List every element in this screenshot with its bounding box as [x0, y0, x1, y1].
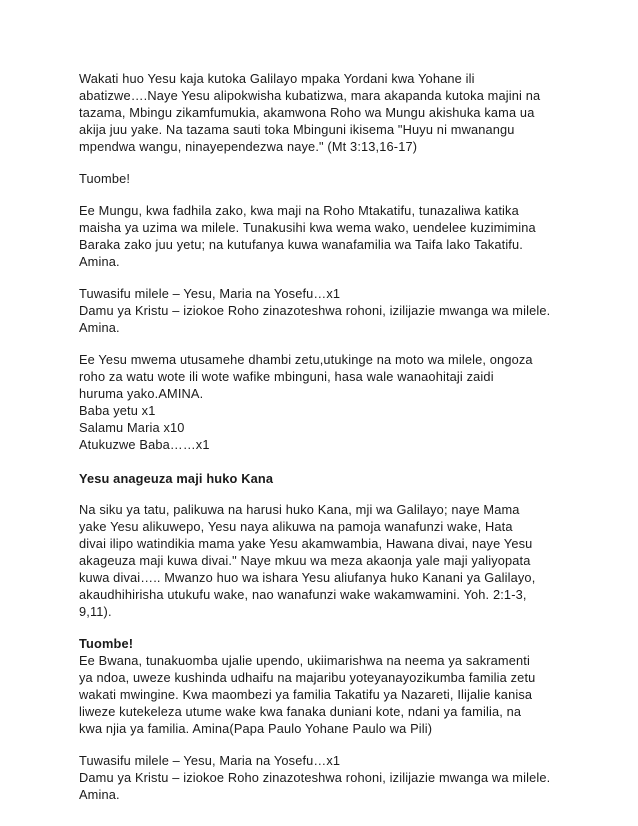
text-line: Tuombe!: [79, 171, 131, 186]
text-line: Atukuzwe Baba……x1: [79, 437, 210, 452]
text-line: Baba yetu x1: [79, 403, 156, 418]
text-line: wakati mwingine. Kwa maombezi ya familia Takatifu ya Nazareti, Ilijalie kanisa: [79, 687, 533, 702]
text-line: yake Yesu alikuwepo, Yesu naya alikuwa na pamoja wanafunzi wake, Hata: [79, 519, 513, 534]
text-line: Tuwasifu milele – Yesu, Maria na Yosefu…x1: [79, 753, 341, 768]
text-line: akija juu yake. Na tazama sauti toka Mbinguni ikisema "Huyu ni mwanangu: [79, 122, 515, 137]
document-page: [79, 70, 571, 818]
text-line: huruma yako.AMINA.: [79, 386, 204, 401]
text-line: divai ilipo watindikia mama yake Yesu akamwambia, Hawana divai, naye Yesu: [79, 536, 533, 551]
fatima-prayer-paragraph: [79, 351, 571, 453]
text-line: akaudhihirisha utukufu wake, nao wanafunzi wake wakamwamini. Yoh. 2:1-3,: [79, 587, 527, 602]
text-line: abatizwe….Naye Yesu alipokwisha kubatizwa, mara akapanda kutoka majini na: [79, 88, 541, 103]
text-line: Ee Yesu mwema utusamehe dhambi zetu,utukinge na moto wa milele, ongoza: [79, 352, 533, 367]
text-line: ya ndoa, uweze kushinda udhaifu na majaribu yoteyanayozikumba familia zetu: [79, 670, 536, 685]
text-line: Wakati huo Yesu kaja kutoka Galilayo mpaka Yordani kwa Yohane ili: [79, 71, 475, 86]
text-line: kuwa divai….. Mwanzo huo wa ishara Yesu aliufanya huko Kanani ya Galilayo,: [79, 570, 536, 585]
text-line: liweze kutekeleza utume wake kwa fanaka duniani kote, ndani ya familia, na: [79, 704, 522, 719]
prayer-call-heading: Tuombe!: [79, 636, 134, 651]
scripture-paragraph-kana: [79, 501, 571, 620]
text-line: Tuwasifu milele – Yesu, Maria na Yosefu…x1: [79, 286, 341, 301]
text-line: Baraka zako juu yetu; na kutufanya kuwa wanafamilia wa Taifa lako Takatifu.: [79, 237, 523, 252]
text-line: mpendwa wangu, ninayependezwa naye." (Mt 3:13,16-17): [79, 139, 418, 154]
text-line: 9,11).: [79, 604, 112, 619]
text-line: roho za watu wote ili wote wafike mbinguni, hasa wale wanaohitaji zaidi: [79, 369, 494, 384]
text-line: Salamu Maria x10: [79, 420, 185, 435]
scripture-paragraph-baptism: [79, 70, 571, 155]
text-line: tazama, Mbingu zikamfumukia, akamwona Roho wa Mungu akishuka kama ua: [79, 105, 535, 120]
text-line: Damu ya Kristu – iziokoe Roho zinazoteshwa rohoni, izilijazie mwanga wa milele.: [79, 770, 551, 785]
text-line: Ee Bwana, tunakuomba ujalie upendo, ukiimarishwa na neema ya sakramenti: [79, 653, 530, 668]
praise-paragraph: [79, 285, 571, 336]
text-line: Amina.: [79, 320, 120, 335]
text-line: Na siku ya tatu, palikuwa na harusi huko Kana, mji wa Galilayo; naye Mama: [79, 502, 520, 517]
text-line: akageuza maji kuwa divai." Naye mkuu wa meza akaonja yale maji yaliyopata: [79, 553, 531, 568]
section-heading-kana: Yesu anageuza maji huko Kana: [79, 471, 274, 486]
text-line: Damu ya Kristu – iziokoe Roho zinazoteshwa rohoni, izilijazie mwanga wa milele.: [79, 303, 551, 318]
prayer-call: [79, 170, 571, 187]
text-line: Ee Mungu, kwa fadhila zako, kwa maji na Roho Mtakatifu, tunazaliwa katika: [79, 203, 519, 218]
text-line: Amina.: [79, 787, 120, 802]
text-line: maisha ya uzima wa milele. Tunakusihi kwa wema wako, uendelee kuzimimina: [79, 220, 536, 235]
prayer-paragraph-family: [79, 635, 571, 737]
text-line: Amina.: [79, 254, 120, 269]
praise-paragraph-closing: [79, 752, 571, 803]
text-line: kwa njia ya familia. Amina(Papa Paulo Yohane Paulo wa Pili): [79, 721, 433, 736]
prayer-paragraph-baptism: [79, 202, 571, 270]
